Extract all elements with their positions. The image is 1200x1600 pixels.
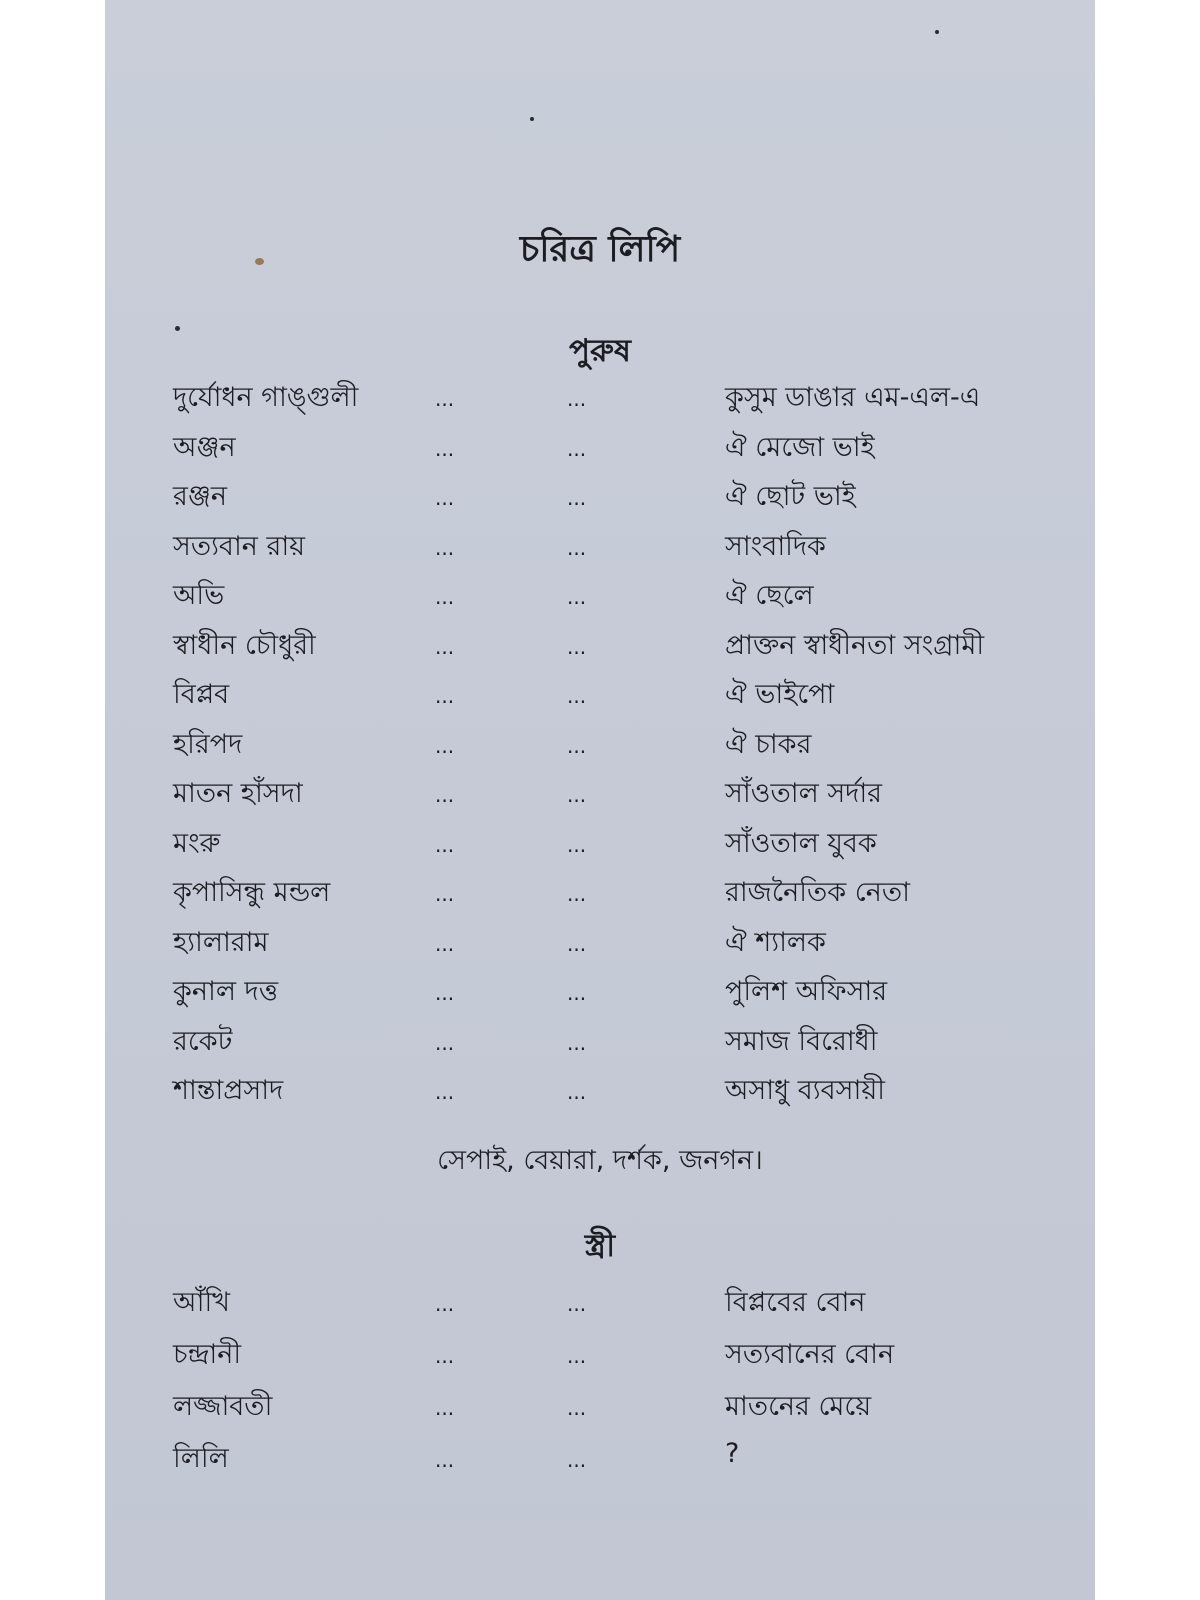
leader-dots: ... bbox=[567, 733, 587, 758]
character-row bbox=[105, 575, 1095, 619]
paper-speck bbox=[935, 30, 939, 34]
character-name: লিলি bbox=[173, 1443, 229, 1474]
character-name: কুনাল দত্ত bbox=[173, 976, 279, 1007]
leader-dots: ... bbox=[435, 981, 455, 1005]
character-name: বিপ্লব bbox=[173, 679, 230, 710]
character-role: প্রাক্তন স্বাধীনতা সংগ্রামী bbox=[725, 629, 985, 661]
character-name: হ্যালারাম bbox=[173, 926, 269, 958]
leader-dots: ... bbox=[435, 1030, 455, 1055]
character-name: কৃপাসিন্ধু মন্ডল bbox=[173, 877, 331, 908]
leader-dots: ... bbox=[435, 733, 455, 758]
female-section-heading: স্ত্রী bbox=[584, 1228, 616, 1264]
leader-dots: ... bbox=[567, 931, 587, 956]
leader-dots: ... bbox=[435, 585, 455, 609]
leader-dots: ... bbox=[567, 1344, 587, 1368]
character-role: পুলিশ অফিসার bbox=[725, 976, 888, 1007]
character-row bbox=[105, 625, 1095, 669]
leader-dots: ... bbox=[567, 436, 587, 461]
character-name: মাতন হাঁসদা bbox=[173, 778, 303, 809]
character-row bbox=[105, 526, 1095, 570]
page-title: চরিত্র লিপি bbox=[519, 229, 681, 270]
character-role: ? bbox=[725, 1438, 740, 1469]
leader-dots: ... bbox=[435, 486, 455, 510]
leader-dots: ... bbox=[435, 535, 455, 560]
leader-dots: ... bbox=[435, 832, 455, 857]
character-name: দুর্যোধন গাঙ্গুলী bbox=[173, 382, 359, 413]
character-row bbox=[105, 724, 1095, 768]
extras-line: সেপাই, বেয়ারা, দর্শক, জনগন। bbox=[437, 1145, 763, 1176]
character-role: ঐ ছেলে bbox=[725, 580, 814, 611]
leader-dots: ... bbox=[435, 1080, 455, 1104]
leader-dots: ... bbox=[567, 832, 587, 857]
character-name: অঞ্জন bbox=[173, 431, 236, 463]
character-row bbox=[105, 1021, 1095, 1065]
character-row bbox=[105, 1282, 1095, 1326]
leader-dots: ... bbox=[435, 1396, 455, 1420]
leader-dots: ... bbox=[435, 387, 455, 411]
leader-dots: ... bbox=[567, 1448, 587, 1472]
character-role: সত্যবানের বোন bbox=[725, 1339, 895, 1370]
character-row bbox=[105, 1438, 1095, 1482]
character-row bbox=[105, 1334, 1095, 1378]
leader-dots: ... bbox=[567, 783, 587, 807]
leader-dots: ... bbox=[567, 981, 587, 1005]
leader-dots: ... bbox=[435, 931, 455, 956]
character-role: ঐ চাকর bbox=[725, 728, 812, 760]
character-role: ঐ ভাইপো bbox=[725, 679, 835, 710]
character-name: লজ্জাবতী bbox=[173, 1391, 273, 1422]
character-row bbox=[105, 971, 1095, 1015]
character-role: ঐ শ্যালক bbox=[725, 926, 826, 958]
character-row bbox=[105, 922, 1095, 966]
leader-dots: ... bbox=[435, 1344, 455, 1368]
character-row bbox=[105, 674, 1095, 718]
leader-dots: ... bbox=[567, 1292, 587, 1316]
character-row bbox=[105, 773, 1095, 817]
leader-dots: ... bbox=[567, 535, 587, 560]
character-name: চন্দ্রানী bbox=[173, 1339, 242, 1370]
character-row bbox=[105, 476, 1095, 520]
character-name: রঞ্জন bbox=[173, 481, 228, 512]
character-row bbox=[105, 377, 1095, 421]
leader-dots: ... bbox=[567, 585, 587, 609]
leader-dots: ... bbox=[567, 387, 587, 411]
character-role: অসাধু ব্যবসায়ী bbox=[725, 1075, 885, 1106]
character-row bbox=[105, 872, 1095, 916]
character-name: শান্তাপ্রসাদ bbox=[173, 1075, 284, 1106]
leader-dots: ... bbox=[435, 634, 455, 659]
character-role: মাতনের মেয়ে bbox=[725, 1391, 872, 1422]
character-name: অভি bbox=[173, 580, 225, 611]
character-role: রাজনৈতিক নেতা bbox=[725, 877, 910, 908]
leader-dots: ... bbox=[567, 486, 587, 510]
character-name: মংরু bbox=[173, 827, 221, 859]
book-page bbox=[105, 0, 1095, 1600]
leader-dots: ... bbox=[567, 1396, 587, 1420]
character-role: বিপ্লবের বোন bbox=[725, 1287, 866, 1318]
leader-dots: ... bbox=[435, 436, 455, 461]
character-role: ঐ ছোট ভাই bbox=[725, 481, 856, 512]
character-row bbox=[105, 1386, 1095, 1430]
leader-dots: ... bbox=[567, 634, 587, 659]
paper-speck bbox=[530, 117, 534, 121]
character-row bbox=[105, 427, 1095, 471]
leader-dots: ... bbox=[567, 882, 587, 906]
leader-dots: ... bbox=[435, 1448, 455, 1472]
leader-dots: ... bbox=[435, 1292, 455, 1316]
character-role: সাঁওতাল সর্দার bbox=[725, 778, 883, 809]
character-role: সমাজ বিরোধী bbox=[725, 1025, 878, 1057]
leader-dots: ... bbox=[567, 684, 587, 708]
leader-dots: ... bbox=[567, 1030, 587, 1055]
character-role: সাংবাদিক bbox=[725, 530, 826, 562]
character-name: হরিপদ bbox=[173, 728, 243, 760]
male-section-heading: পুরুষ bbox=[569, 333, 631, 369]
character-name: আঁখি bbox=[173, 1287, 230, 1318]
character-row bbox=[105, 823, 1095, 867]
leader-dots: ... bbox=[435, 882, 455, 906]
character-row bbox=[105, 1070, 1095, 1114]
character-name: রকেট bbox=[173, 1025, 233, 1057]
leader-dots: ... bbox=[435, 783, 455, 807]
character-name: সত্যবান রায় bbox=[173, 530, 306, 562]
leader-dots: ... bbox=[435, 684, 455, 708]
character-role: সাঁওতাল যুবক bbox=[725, 827, 877, 859]
character-role: কুসুম ডাঙার এম-এল-এ bbox=[725, 382, 981, 413]
character-name: স্বাধীন চৌধুরী bbox=[173, 629, 316, 661]
leader-dots: ... bbox=[567, 1080, 587, 1104]
character-role: ঐ মেজো ভাই bbox=[725, 431, 875, 463]
